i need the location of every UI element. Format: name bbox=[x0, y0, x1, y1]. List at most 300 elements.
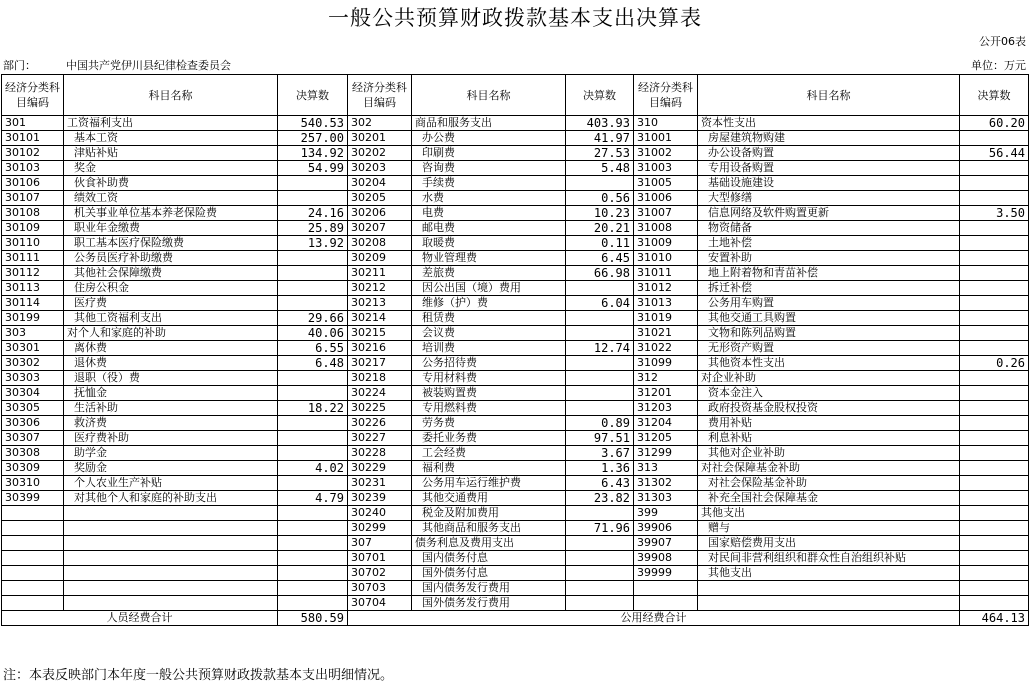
item-name-cell: 国内债务付息 bbox=[412, 551, 566, 566]
item-name-cell: 安置补助 bbox=[698, 251, 960, 266]
table-row bbox=[2, 161, 1029, 176]
econ-code-cell: 30101 bbox=[2, 131, 64, 146]
amount-cell bbox=[278, 506, 348, 521]
amount-cell bbox=[960, 581, 1029, 596]
public-total-value: 464.13 bbox=[960, 611, 1029, 626]
item-name-cell: 其他商品和服务支出 bbox=[412, 521, 566, 536]
econ-code-cell: 31010 bbox=[634, 251, 698, 266]
amount-cell bbox=[960, 506, 1029, 521]
table-row bbox=[2, 281, 1029, 296]
item-name-cell: 其他支出 bbox=[698, 566, 960, 581]
econ-code-cell: 30239 bbox=[348, 491, 412, 506]
item-name-cell: 电费 bbox=[412, 206, 566, 221]
table-row bbox=[2, 566, 1029, 581]
item-name-cell: 对企业补助 bbox=[698, 371, 960, 386]
item-name-cell: 国家赔偿费用支出 bbox=[698, 536, 960, 551]
econ-code-cell: 301 bbox=[2, 116, 64, 131]
amount-cell bbox=[278, 536, 348, 551]
amount-cell bbox=[960, 386, 1029, 401]
item-name-cell: 差旅费 bbox=[412, 266, 566, 281]
table-row bbox=[2, 491, 1029, 506]
econ-code-cell: 30399 bbox=[2, 491, 64, 506]
econ-code-cell: 39907 bbox=[634, 536, 698, 551]
item-name-cell: 大型修缮 bbox=[698, 191, 960, 206]
table-row bbox=[2, 341, 1029, 356]
item-name-cell: 职业年金缴费 bbox=[64, 221, 278, 236]
table-row bbox=[2, 506, 1029, 521]
column-header: 科目名称 bbox=[64, 75, 278, 116]
item-name-cell: 机关事业单位基本养老保险费 bbox=[64, 206, 278, 221]
amount-cell bbox=[960, 401, 1029, 416]
column-header: 决算数 bbox=[960, 75, 1029, 116]
amount-cell bbox=[960, 311, 1029, 326]
amount-cell bbox=[960, 221, 1029, 236]
amount-cell bbox=[566, 281, 634, 296]
amount-cell: 41.97 bbox=[566, 131, 634, 146]
table-row bbox=[2, 461, 1029, 476]
column-header: 决算数 bbox=[278, 75, 348, 116]
item-name-cell: 退休费 bbox=[64, 356, 278, 371]
econ-code-cell bbox=[2, 551, 64, 566]
amount-cell: 60.20 bbox=[960, 116, 1029, 131]
econ-code-cell: 31001 bbox=[634, 131, 698, 146]
econ-code-cell: 312 bbox=[634, 371, 698, 386]
amount-cell bbox=[278, 296, 348, 311]
amount-cell bbox=[278, 191, 348, 206]
econ-code-cell: 30217 bbox=[348, 356, 412, 371]
item-name-cell: 津贴补贴 bbox=[64, 146, 278, 161]
footnote: 注：本表反映部门本年度一般公共预算财政拨款基本支出明细情况。 bbox=[3, 668, 394, 683]
econ-code-cell bbox=[2, 506, 64, 521]
amount-cell: 4.79 bbox=[278, 491, 348, 506]
econ-code-cell: 30227 bbox=[348, 431, 412, 446]
column-header: 经济分类科目编码 bbox=[2, 75, 64, 116]
amount-cell: 25.89 bbox=[278, 221, 348, 236]
item-name-cell: 对其他个人和家庭的补助支出 bbox=[64, 491, 278, 506]
econ-code-cell: 30301 bbox=[2, 341, 64, 356]
econ-code-cell: 310 bbox=[634, 116, 698, 131]
item-name-cell: 会议费 bbox=[412, 326, 566, 341]
econ-code-cell: 30231 bbox=[348, 476, 412, 491]
table-row bbox=[2, 596, 1029, 611]
econ-code-cell: 313 bbox=[634, 461, 698, 476]
econ-code-cell bbox=[634, 596, 698, 611]
item-name-cell: 文物和陈列品购置 bbox=[698, 326, 960, 341]
item-name-cell: 土地补偿 bbox=[698, 236, 960, 251]
item-name-cell bbox=[64, 506, 278, 521]
econ-code-cell bbox=[2, 566, 64, 581]
amount-cell: 40.06 bbox=[278, 326, 348, 341]
econ-code-cell: 303 bbox=[2, 326, 64, 341]
amount-cell: 56.44 bbox=[960, 146, 1029, 161]
table-row bbox=[2, 251, 1029, 266]
amount-cell: 71.96 bbox=[566, 521, 634, 536]
amount-cell bbox=[960, 296, 1029, 311]
totals-row bbox=[2, 611, 1029, 626]
amount-cell: 23.82 bbox=[566, 491, 634, 506]
amount-cell: 6.45 bbox=[566, 251, 634, 266]
page-title: 一般公共预算财政拨款基本支出决算表 bbox=[328, 6, 702, 30]
amount-cell bbox=[960, 461, 1029, 476]
amount-cell: 0.11 bbox=[566, 236, 634, 251]
item-name-cell: 基础设施建设 bbox=[698, 176, 960, 191]
item-name-cell: 对社会保险基金补助 bbox=[698, 476, 960, 491]
amount-cell: 540.53 bbox=[278, 116, 348, 131]
column-header: 经济分类科目编码 bbox=[348, 75, 412, 116]
amount-cell bbox=[960, 416, 1029, 431]
econ-code-cell: 31005 bbox=[634, 176, 698, 191]
table-row bbox=[2, 116, 1029, 131]
amount-cell bbox=[960, 251, 1029, 266]
item-name-cell: 其他交通工具购置 bbox=[698, 311, 960, 326]
econ-code-cell: 31299 bbox=[634, 446, 698, 461]
amount-cell bbox=[566, 566, 634, 581]
item-name-cell: 培训费 bbox=[412, 341, 566, 356]
econ-code-cell: 30228 bbox=[348, 446, 412, 461]
econ-code-cell: 30111 bbox=[2, 251, 64, 266]
item-name-cell: 工资福利支出 bbox=[64, 116, 278, 131]
econ-code-cell: 30112 bbox=[2, 266, 64, 281]
amount-cell: 20.21 bbox=[566, 221, 634, 236]
table-row bbox=[2, 146, 1029, 161]
amount-cell: 3.50 bbox=[960, 206, 1029, 221]
item-name-cell: 其他对企业补助 bbox=[698, 446, 960, 461]
amount-cell bbox=[566, 551, 634, 566]
amount-cell: 6.48 bbox=[278, 356, 348, 371]
amount-cell bbox=[278, 596, 348, 611]
econ-code-cell: 30229 bbox=[348, 461, 412, 476]
item-name-cell: 公务员医疗补助缴费 bbox=[64, 251, 278, 266]
amount-cell bbox=[278, 416, 348, 431]
item-name-cell bbox=[64, 521, 278, 536]
item-name-cell: 助学金 bbox=[64, 446, 278, 461]
amount-cell: 66.98 bbox=[566, 266, 634, 281]
amount-cell bbox=[566, 371, 634, 386]
item-name-cell: 赠与 bbox=[698, 521, 960, 536]
item-name-cell: 其他工资福利支出 bbox=[64, 311, 278, 326]
amount-cell: 3.67 bbox=[566, 446, 634, 461]
item-name-cell: 商品和服务支出 bbox=[412, 116, 566, 131]
item-name-cell: 住房公积金 bbox=[64, 281, 278, 296]
econ-code-cell: 30102 bbox=[2, 146, 64, 161]
item-name-cell: 医疗费补助 bbox=[64, 431, 278, 446]
econ-code-cell: 302 bbox=[348, 116, 412, 131]
econ-code-cell: 30207 bbox=[348, 221, 412, 236]
table-row bbox=[2, 476, 1029, 491]
econ-code-cell: 31201 bbox=[634, 386, 698, 401]
item-name-cell: 工会经费 bbox=[412, 446, 566, 461]
amount-cell bbox=[278, 251, 348, 266]
item-name-cell: 取暖费 bbox=[412, 236, 566, 251]
econ-code-cell: 30206 bbox=[348, 206, 412, 221]
amount-cell bbox=[566, 386, 634, 401]
table-row bbox=[2, 536, 1029, 551]
amount-cell bbox=[960, 191, 1029, 206]
amount-cell bbox=[278, 521, 348, 536]
item-name-cell: 国外债务发行费用 bbox=[412, 596, 566, 611]
column-header: 科目名称 bbox=[698, 75, 960, 116]
budget-table bbox=[1, 74, 1029, 626]
amount-cell bbox=[278, 476, 348, 491]
econ-code-cell: 31205 bbox=[634, 431, 698, 446]
econ-code-cell: 30704 bbox=[348, 596, 412, 611]
econ-code-cell: 307 bbox=[348, 536, 412, 551]
amount-cell bbox=[566, 506, 634, 521]
amount-cell bbox=[278, 446, 348, 461]
table-row bbox=[2, 386, 1029, 401]
item-name-cell: 拆迁补偿 bbox=[698, 281, 960, 296]
econ-code-cell bbox=[2, 596, 64, 611]
amount-cell bbox=[278, 371, 348, 386]
amount-cell bbox=[566, 581, 634, 596]
econ-code-cell: 31003 bbox=[634, 161, 698, 176]
econ-code-cell: 30110 bbox=[2, 236, 64, 251]
econ-code-cell bbox=[2, 536, 64, 551]
econ-code-cell: 30202 bbox=[348, 146, 412, 161]
econ-code-cell: 30225 bbox=[348, 401, 412, 416]
econ-code-cell: 31099 bbox=[634, 356, 698, 371]
amount-cell bbox=[278, 386, 348, 401]
table-row bbox=[2, 221, 1029, 236]
econ-code-cell: 30703 bbox=[348, 581, 412, 596]
item-name-cell: 资本金注入 bbox=[698, 386, 960, 401]
econ-code-cell: 30218 bbox=[348, 371, 412, 386]
table-row bbox=[2, 176, 1029, 191]
amount-cell: 10.23 bbox=[566, 206, 634, 221]
econ-code-cell: 31012 bbox=[634, 281, 698, 296]
item-name-cell: 水费 bbox=[412, 191, 566, 206]
amount-cell bbox=[566, 311, 634, 326]
item-name-cell bbox=[64, 596, 278, 611]
unit-label: 单位：万元 bbox=[971, 59, 1026, 72]
econ-code-cell: 30113 bbox=[2, 281, 64, 296]
item-name-cell bbox=[64, 551, 278, 566]
econ-code-cell: 39908 bbox=[634, 551, 698, 566]
amount-cell bbox=[566, 401, 634, 416]
item-name-cell bbox=[64, 581, 278, 596]
item-name-cell: 离休费 bbox=[64, 341, 278, 356]
econ-code-cell: 30226 bbox=[348, 416, 412, 431]
econ-code-cell: 30701 bbox=[348, 551, 412, 566]
table-row bbox=[2, 401, 1029, 416]
amount-cell bbox=[960, 596, 1029, 611]
table-row bbox=[2, 236, 1029, 251]
amount-cell bbox=[960, 341, 1029, 356]
item-name-cell: 个人农业生产补贴 bbox=[64, 476, 278, 491]
item-name-cell: 维修（护）费 bbox=[412, 296, 566, 311]
amount-cell: 13.92 bbox=[278, 236, 348, 251]
item-name-cell: 基本工资 bbox=[64, 131, 278, 146]
table-row bbox=[2, 131, 1029, 146]
item-name-cell: 其他支出 bbox=[698, 506, 960, 521]
table-row bbox=[2, 206, 1029, 221]
econ-code-cell: 30702 bbox=[348, 566, 412, 581]
item-name-cell: 公务招待费 bbox=[412, 356, 566, 371]
amount-cell bbox=[278, 581, 348, 596]
amount-cell bbox=[278, 281, 348, 296]
item-name-cell: 租赁费 bbox=[412, 311, 566, 326]
amount-cell bbox=[960, 236, 1029, 251]
econ-code-cell: 31022 bbox=[634, 341, 698, 356]
econ-code-cell: 30308 bbox=[2, 446, 64, 461]
amount-cell bbox=[960, 131, 1029, 146]
item-name-cell: 资本性支出 bbox=[698, 116, 960, 131]
amount-cell: 257.00 bbox=[278, 131, 348, 146]
amount-cell: 6.43 bbox=[566, 476, 634, 491]
table-row bbox=[2, 416, 1029, 431]
amount-cell bbox=[960, 566, 1029, 581]
amount-cell: 0.26 bbox=[960, 356, 1029, 371]
econ-code-cell: 31203 bbox=[634, 401, 698, 416]
table-row bbox=[2, 326, 1029, 341]
form-code: 公开06表 bbox=[979, 35, 1026, 48]
item-name-cell: 救济费 bbox=[64, 416, 278, 431]
econ-code-cell: 31013 bbox=[634, 296, 698, 311]
amount-cell: 0.56 bbox=[566, 191, 634, 206]
item-name-cell: 补充全国社会保障基金 bbox=[698, 491, 960, 506]
econ-code-cell bbox=[2, 521, 64, 536]
table-row bbox=[2, 521, 1029, 536]
econ-code-cell: 30109 bbox=[2, 221, 64, 236]
econ-code-cell: 30108 bbox=[2, 206, 64, 221]
table-row bbox=[2, 431, 1029, 446]
econ-code-cell: 30215 bbox=[348, 326, 412, 341]
personnel-total-value: 580.59 bbox=[278, 611, 348, 626]
item-name-cell: 劳务费 bbox=[412, 416, 566, 431]
econ-code-cell bbox=[634, 581, 698, 596]
item-name-cell: 对民间非营利组织和群众性自治组织补贴 bbox=[698, 551, 960, 566]
item-name-cell: 无形资产购置 bbox=[698, 341, 960, 356]
econ-code-cell: 31303 bbox=[634, 491, 698, 506]
amount-cell: 29.66 bbox=[278, 311, 348, 326]
amount-cell bbox=[960, 281, 1029, 296]
item-name-cell: 因公出国（境）费用 bbox=[412, 281, 566, 296]
table-row bbox=[2, 446, 1029, 461]
econ-code-cell: 30103 bbox=[2, 161, 64, 176]
item-name-cell: 公务用车运行维护费 bbox=[412, 476, 566, 491]
econ-code-cell: 30213 bbox=[348, 296, 412, 311]
item-name-cell: 专用设备购置 bbox=[698, 161, 960, 176]
econ-code-cell: 30224 bbox=[348, 386, 412, 401]
econ-code-cell: 30302 bbox=[2, 356, 64, 371]
column-header: 决算数 bbox=[566, 75, 634, 116]
item-name-cell: 抚恤金 bbox=[64, 386, 278, 401]
econ-code-cell: 30212 bbox=[348, 281, 412, 296]
econ-code-cell: 30240 bbox=[348, 506, 412, 521]
amount-cell bbox=[960, 491, 1029, 506]
item-name-cell bbox=[698, 596, 960, 611]
econ-code-cell: 30304 bbox=[2, 386, 64, 401]
table-row bbox=[2, 356, 1029, 371]
item-name-cell: 邮电费 bbox=[412, 221, 566, 236]
item-name-cell: 税金及附加费用 bbox=[412, 506, 566, 521]
econ-code-cell: 30107 bbox=[2, 191, 64, 206]
item-name-cell: 退职（役）费 bbox=[64, 371, 278, 386]
econ-code-cell: 30306 bbox=[2, 416, 64, 431]
econ-code-cell: 31302 bbox=[634, 476, 698, 491]
item-name-cell: 伙食补助费 bbox=[64, 176, 278, 191]
econ-code-cell: 31002 bbox=[634, 146, 698, 161]
econ-code-cell: 31006 bbox=[634, 191, 698, 206]
econ-code-cell: 30211 bbox=[348, 266, 412, 281]
econ-code-cell: 31007 bbox=[634, 206, 698, 221]
header-row bbox=[2, 75, 1029, 116]
item-name-cell: 专用燃料费 bbox=[412, 401, 566, 416]
amount-cell bbox=[278, 176, 348, 191]
item-name-cell: 医疗费 bbox=[64, 296, 278, 311]
table-row bbox=[2, 266, 1029, 281]
econ-code-cell: 399 bbox=[634, 506, 698, 521]
econ-code-cell bbox=[2, 581, 64, 596]
item-name-cell: 职工基本医疗保险缴费 bbox=[64, 236, 278, 251]
item-name-cell: 房屋建筑物购建 bbox=[698, 131, 960, 146]
item-name-cell: 其他资本性支出 bbox=[698, 356, 960, 371]
econ-code-cell: 30305 bbox=[2, 401, 64, 416]
table-row bbox=[2, 551, 1029, 566]
econ-code-cell: 39906 bbox=[634, 521, 698, 536]
amount-cell bbox=[960, 521, 1029, 536]
item-name-cell: 绩效工资 bbox=[64, 191, 278, 206]
econ-code-cell: 31019 bbox=[634, 311, 698, 326]
item-name-cell: 奖励金 bbox=[64, 461, 278, 476]
item-name-cell: 对个人和家庭的补助 bbox=[64, 326, 278, 341]
amount-cell bbox=[278, 551, 348, 566]
column-header: 科目名称 bbox=[412, 75, 566, 116]
item-name-cell: 信息网络及软件购置更新 bbox=[698, 206, 960, 221]
amount-cell bbox=[278, 431, 348, 446]
amount-cell bbox=[960, 371, 1029, 386]
item-name-cell: 生活补助 bbox=[64, 401, 278, 416]
econ-code-cell: 31204 bbox=[634, 416, 698, 431]
econ-code-cell: 39999 bbox=[634, 566, 698, 581]
amount-cell: 6.55 bbox=[278, 341, 348, 356]
item-name-cell: 办公设备购置 bbox=[698, 146, 960, 161]
amount-cell: 27.53 bbox=[566, 146, 634, 161]
table-row bbox=[2, 311, 1029, 326]
amount-cell bbox=[566, 176, 634, 191]
amount-cell: 0.89 bbox=[566, 416, 634, 431]
item-name-cell: 奖金 bbox=[64, 161, 278, 176]
econ-code-cell: 30216 bbox=[348, 341, 412, 356]
amount-cell bbox=[960, 476, 1029, 491]
econ-code-cell: 30199 bbox=[2, 311, 64, 326]
econ-code-cell: 30208 bbox=[348, 236, 412, 251]
amount-cell: 54.99 bbox=[278, 161, 348, 176]
amount-cell bbox=[278, 566, 348, 581]
item-name-cell: 国内债务发行费用 bbox=[412, 581, 566, 596]
item-name-cell: 利息补贴 bbox=[698, 431, 960, 446]
econ-code-cell: 30214 bbox=[348, 311, 412, 326]
amount-cell: 6.04 bbox=[566, 296, 634, 311]
personnel-total-label: 人员经费合计 bbox=[2, 611, 278, 626]
amount-cell bbox=[566, 326, 634, 341]
econ-code-cell: 31008 bbox=[634, 221, 698, 236]
item-name-cell: 被装购置费 bbox=[412, 386, 566, 401]
amount-cell bbox=[960, 266, 1029, 281]
item-name-cell: 对社会保障基金补助 bbox=[698, 461, 960, 476]
item-name-cell: 印刷费 bbox=[412, 146, 566, 161]
item-name-cell: 手续费 bbox=[412, 176, 566, 191]
econ-code-cell: 30307 bbox=[2, 431, 64, 446]
item-name-cell: 其他交通费用 bbox=[412, 491, 566, 506]
econ-code-cell: 30114 bbox=[2, 296, 64, 311]
column-header: 经济分类科目编码 bbox=[634, 75, 698, 116]
item-name-cell: 政府投资基金股权投资 bbox=[698, 401, 960, 416]
item-name-cell: 国外债务付息 bbox=[412, 566, 566, 581]
econ-code-cell: 30203 bbox=[348, 161, 412, 176]
econ-code-cell: 31021 bbox=[634, 326, 698, 341]
amount-cell bbox=[566, 356, 634, 371]
